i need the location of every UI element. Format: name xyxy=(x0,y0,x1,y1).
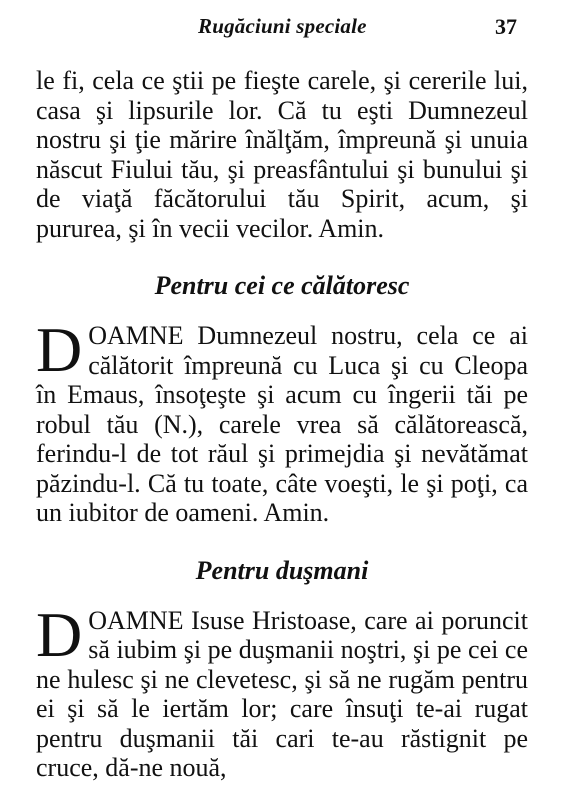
drop-cap: D xyxy=(36,598,83,670)
continuation-paragraph: le fi, cela ce ştii pe fieşte carele, şi cererile lui, casa şi lipsurile lor. Că tu eşti Dumnezeul nostru şi ţie mărire înălţăm, împreună şi unuia născut Fiului tău, şi preasfântului şi bunului şi de viaţă făcătorului tău Spirit, acum, şi pururea, şi în vecii vecilor. Amin. xyxy=(36,66,528,243)
prayer-enemies-text: OAMNE Isuse Hristoase, care ai poruncit să iubim şi pe duşmanii noştri, şi pe cei ce ne hulesc şi ne clevetesc, şi să ne rugăm pentru ei şi să le iertăm lor; care însuţi te-ai rugat pentru duşmanii tăi cari te-au răstignit pe cruce, dă-ne nouă, xyxy=(36,605,528,782)
prayer-travellers xyxy=(36,314,528,528)
prayer-enemies xyxy=(36,598,528,783)
section-title-travellers: Pentru cei ce călătoresc xyxy=(154,271,410,300)
drop-cap: D xyxy=(36,314,83,385)
section-title-enemies: Pentru duşmani xyxy=(195,555,369,585)
running-title: Rugăciuni speciale xyxy=(198,14,367,38)
prayer-travellers-text: OAMNE Dumnezeul nostru, cela ce ai călătorit împreună cu Luca şi cu Cleopa în Emaus, însoţeşte şi acum cu îngerii tăi pe robul tău (N.), carele vrea să călătorească, ferindu-l de tot răul şi primejdia şi nevătămat păzindu-l. Că tu toate, câte voeşti, le şi poţi, ca un iubitor de oameni. Amin. xyxy=(36,321,528,527)
page-number: 37 xyxy=(495,14,517,39)
page-header xyxy=(0,14,562,42)
page-body xyxy=(36,66,528,783)
